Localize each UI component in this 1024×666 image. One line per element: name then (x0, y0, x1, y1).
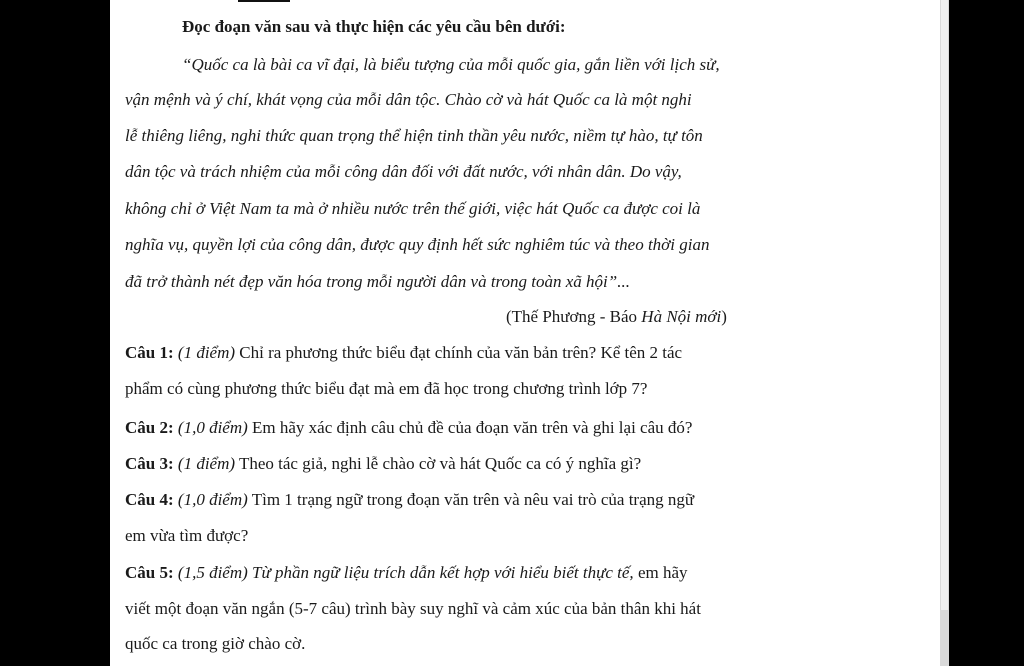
question-4-score: (1,0 điểm) (177, 490, 248, 509)
passage-line: “Quốc ca là bài ca vĩ đại, là biểu tượng của mỗi quốc gia, gắn liền với lịch sử, (182, 55, 720, 74)
question-5-label: Câu 5: (125, 563, 174, 582)
top-rule (238, 0, 290, 2)
question-3-text: Theo tác giả, nghi lễ chào cờ và hát Quốc ca có ý nghĩa gì? (235, 454, 642, 473)
question-1 (125, 343, 682, 363)
source-suffix: ) (721, 307, 727, 326)
passage-line: không chỉ ở Việt Nam ta mà ở nhiều nước trên thế giới, việc hát Quốc ca được coi là (125, 199, 701, 218)
question-5-score: (1,5 điểm) (177, 563, 248, 582)
question-4-text: Tìm 1 trạng ngữ trong đoạn văn trên và nêu vai trò của trạng ngữ (247, 490, 695, 509)
question-4 (125, 490, 694, 510)
passage-line: dân tộc và trách nhiệm của mỗi công dân đối với đất nước, với nhân dân. Do vậy, (125, 162, 682, 181)
passage-line: nghĩa vụ, quyền lợi của công dân, được quy định hết sức nghiêm túc và theo thời gian (125, 235, 710, 254)
question-4-label: Câu 4: (125, 490, 174, 509)
question-5 (125, 563, 688, 583)
question-5-text: em hãy (633, 563, 688, 582)
passage-line: lễ thiêng liêng, nghi thức quan trọng thể hiện tinh thần yêu nước, niềm tự hào, tự tôn (125, 126, 703, 145)
question-2-text: Em hãy xác định câu chủ đề của đoạn văn trên và ghi lại câu đó? (247, 418, 693, 437)
question-5-continuation: viết một đoạn văn ngắn (5-7 câu) trình bày suy nghĩ và cảm xúc của bản thân khi hát (125, 599, 701, 618)
exercise-heading: Đọc đoạn văn sau và thực hiện các yêu cầu bên dưới: (182, 17, 566, 36)
passage-source (506, 307, 727, 327)
question-5-continuation: quốc ca trong giờ chào cờ. (125, 634, 306, 653)
question-2-label: Câu 2: (125, 418, 174, 437)
question-1-label: Câu 1: (125, 343, 174, 362)
source-prefix: (Thế Phương - Báo (506, 307, 642, 326)
source-newspaper: Hà Nội mới (641, 307, 722, 326)
question-3-score: (1 điểm) (177, 454, 236, 473)
question-1-score: (1 điểm) (177, 343, 236, 362)
question-5-italic-text: Từ phần ngữ liệu trích dẫn kết hợp với hiểu biết thực tế, (247, 563, 634, 582)
question-1-continuation: phẩm có cùng phương thức biểu đạt mà em đã học trong chương trình lớp 7? (125, 379, 648, 398)
passage-line: đã trở thành nét đẹp văn hóa trong mỗi người dân và trong toàn xã hội”... (125, 272, 630, 291)
question-3-label: Câu 3: (125, 454, 174, 473)
question-1-text: Chỉ ra phương thức biểu đạt chính của văn bản trên? Kể tên 2 tác (235, 343, 683, 362)
scrollbar-thumb[interactable] (941, 0, 948, 610)
passage-line: vận mệnh và ý chí, khát vọng của mỗi dân tộc. Chào cờ và hát Quốc ca là một nghi (125, 90, 692, 109)
question-4-continuation: em vừa tìm được? (125, 526, 249, 545)
question-2 (125, 418, 692, 438)
question-3 (125, 454, 641, 474)
question-2-score: (1,0 điểm) (177, 418, 248, 437)
